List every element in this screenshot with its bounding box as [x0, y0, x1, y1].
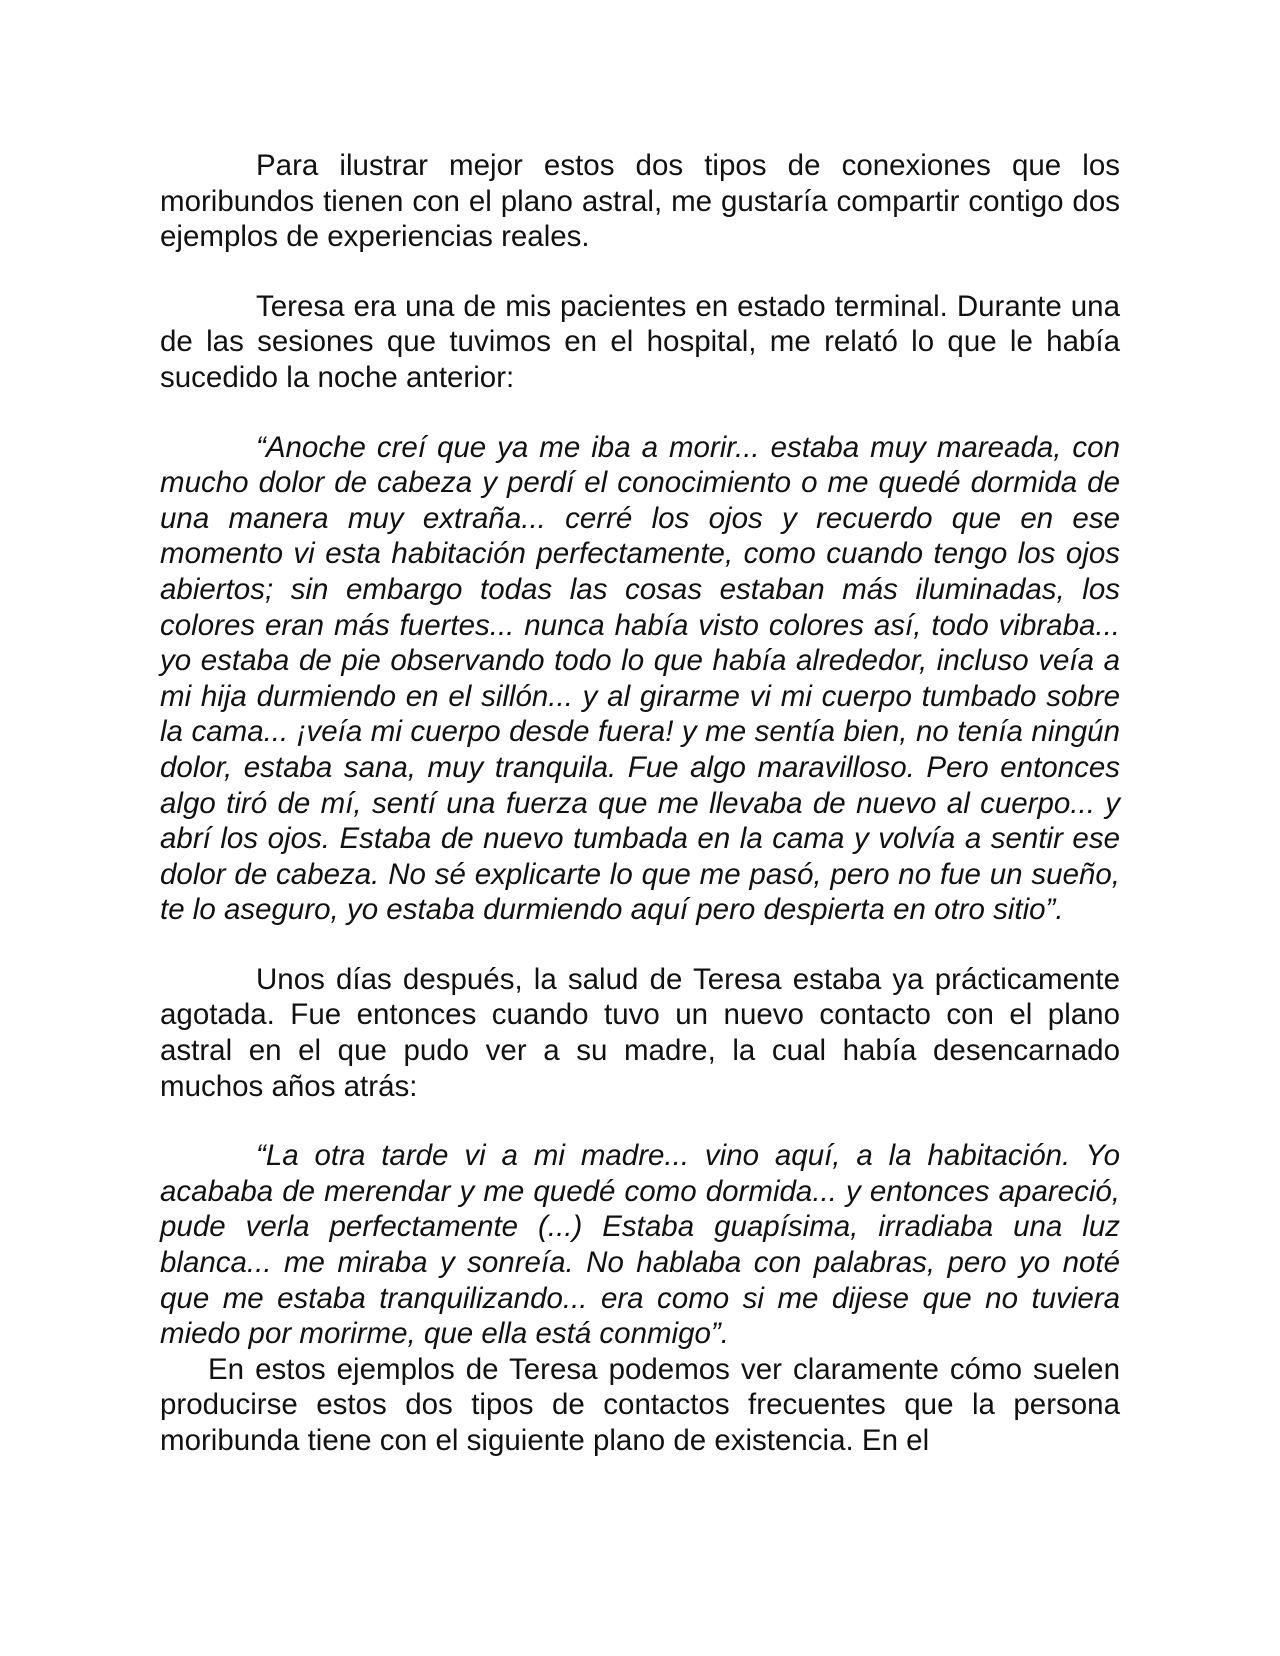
quote-second-experience: “La otra tarde vi a mi madre... vino aquí, a la habitación. Yo acababa de merendar y me quedé como dormida... y entonces apareció, pude verla perfectamente (...) Estaba guapísima, irradiaba una luz blanca... me miraba y sonreía. No hablaba con palabras, pero yo noté que me estaba tranquilizando... era como si me dijese que no tuviera miedo por morirme, que ella está conmigo”.	[160, 1139, 1120, 1351]
paragraph-days-later: Unos días después, la salud de Teresa estaba ya prácticamente agotada. Fue entonces cuando tuvo un nuevo contacto con el plano astral en el que pudo ver a su madre, la cual había desencarnado muchos años atrás:	[160, 962, 1120, 1103]
document-page	[160, 148, 1120, 1459]
paragraph-intro: Para ilustrar mejor estos dos tipos de conexiones que los moribundos tienen con el plano astral, me gustaría compartir contigo dos ejemplos de experiencias reales.	[160, 149, 1120, 254]
paragraph-conclusion: En estos ejemplos de Teresa podemos ver claramente cómo suelen producirse estos dos tipos de contactos frecuentes que la persona moribunda tiene con el siguiente plano de existencia. En el	[160, 1352, 1120, 1457]
paragraph-teresa-intro: Teresa era una de mis pacientes en estado terminal. Durante una de las sesiones que tuvimos en el hospital, me relató lo que le había sucedido la noche anterior:	[160, 289, 1120, 394]
quote-first-experience: “Anoche creí que ya me iba a morir... estaba muy mareada, con mucho dolor de cabeza y perdí el conocimiento o me quedé dormida de una manera muy extraña... cerré los ojos y recuerdo que en ese momento vi esta habitación perfectamente, como cuando tengo los ojos abiertos; sin embargo todas las cosas estaban más iluminadas, los colores eran más fuertes... nunca había visto colores así, todo vibraba... yo estaba de pie observando todo lo que había alrededor, incluso veía a mi hija durmiendo en el sillón... y al girarme vi mi cuerpo tumbado sobre la cama... ¡veía mi cuerpo desde fuera! y me sentía bien, no tenía ningún dolor, estaba sana, muy tranquila. Fue algo maravilloso. Pero entonces algo tiró de mí, sentí una fuerza que me llevaba de nuevo al cuerpo... y abrí los ojos. Estaba de nuevo tumbada en la cama y volvía a sentir ese dolor de cabeza. No sé explicarte lo que me pasó, pero no fue un sueño, te lo aseguro, yo estaba durmiendo aquí pero despierta en otro sitio”.	[160, 430, 1120, 927]
